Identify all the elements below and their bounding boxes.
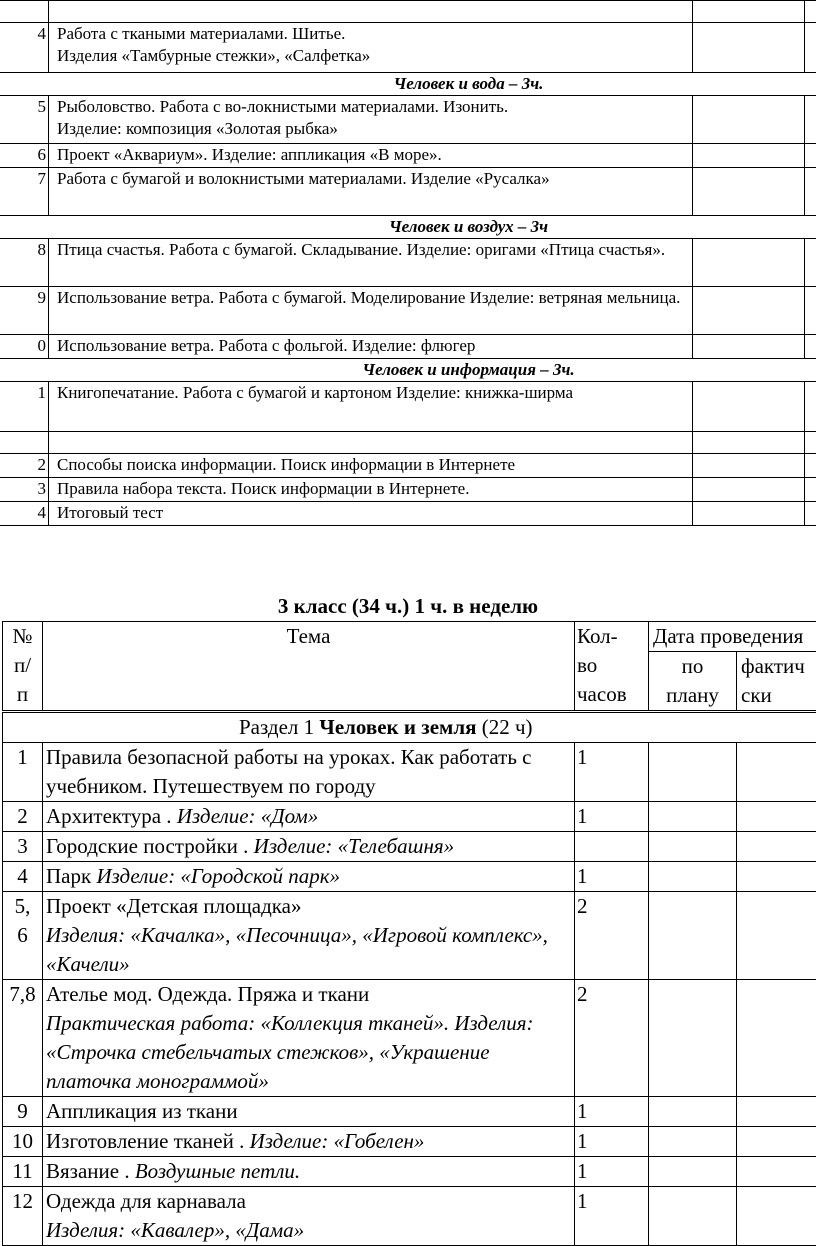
plan-date-cell xyxy=(649,802,737,832)
col-plan-header: по плану xyxy=(649,652,737,712)
lesson-number: 10 xyxy=(3,1127,43,1157)
lesson-number: 12 xyxy=(3,1187,43,1246)
lesson-product: Изделие: «Дом» xyxy=(177,804,318,828)
lesson-topic xyxy=(43,892,575,980)
plan-date-cell xyxy=(649,1187,737,1246)
lesson-topic: Правила набора текста. Поиск информации в Интернете. xyxy=(49,478,693,502)
lesson-product: Изделие: «Городской парк» xyxy=(96,864,340,888)
lesson-number: 4 xyxy=(0,502,49,526)
lesson-row xyxy=(0,23,816,73)
page-title: 3 класс (34 ч.) 1 ч. в неделю xyxy=(0,594,816,619)
fact-date-cell xyxy=(737,802,816,832)
lesson-topic xyxy=(43,1187,575,1246)
lesson-hours: 2 xyxy=(575,892,649,980)
date-cell xyxy=(693,1,805,23)
lesson-number: 9 xyxy=(0,287,49,335)
date-cell xyxy=(693,432,805,454)
lesson-topic xyxy=(43,862,575,892)
lesson-row xyxy=(0,335,816,359)
lesson-product: Изделие: «Гобелен» xyxy=(250,1129,425,1153)
lesson-topic xyxy=(49,432,693,454)
lesson-hours: 1 xyxy=(575,1187,649,1246)
date-cell xyxy=(693,335,805,359)
lesson-title: Проект «Детская площадка» xyxy=(46,894,301,918)
date-cell xyxy=(693,239,805,287)
lesson-title: Архитектура . xyxy=(46,804,177,828)
plan-date-cell xyxy=(649,1157,737,1187)
fact-date-cell xyxy=(737,1187,816,1246)
lesson-row xyxy=(0,144,816,168)
lesson-topic: Проект «Аквариум». Изделие: аппликация «В море». xyxy=(49,144,693,168)
lesson-topic xyxy=(49,1,693,23)
lesson-row xyxy=(3,1127,816,1157)
lesson-row xyxy=(3,1157,816,1187)
lesson-hours: 1 xyxy=(575,862,649,892)
col-fact-header: фактич ски xyxy=(737,652,816,712)
lesson-product: Изделия: «Качалка», «Песочница», «Игровой комплекс», «Качели» xyxy=(46,923,548,976)
lesson-topic xyxy=(43,1157,575,1187)
date-cell xyxy=(805,502,816,526)
col-date-header: Дата проведения xyxy=(649,622,816,652)
date-cell xyxy=(693,502,805,526)
lesson-row xyxy=(3,832,816,862)
fact-date-cell xyxy=(737,1127,816,1157)
lesson-row xyxy=(0,432,816,454)
lesson-number xyxy=(0,432,49,454)
lesson-number: 2 xyxy=(3,802,43,832)
lesson-number: 3 xyxy=(0,478,49,502)
lesson-title: Одежда для карнавала xyxy=(46,1189,246,1213)
lesson-title: Ателье мод. Одежда. Пряжа и ткани xyxy=(46,982,369,1006)
lesson-hours xyxy=(575,832,649,862)
fact-date-cell xyxy=(737,892,816,980)
fact-date-cell xyxy=(737,1157,816,1187)
col-num-header: № п/ п xyxy=(3,622,43,712)
plan-date-cell xyxy=(649,1097,737,1127)
lesson-row xyxy=(0,478,816,502)
previous-lessons-table xyxy=(0,0,816,526)
lesson-topic: Работа с ткаными материалами. Шитье. Изделия «Тамбурные стежки», «Салфетка» xyxy=(49,23,693,73)
section-title xyxy=(3,712,816,743)
fact-date-cell xyxy=(737,862,816,892)
lesson-title: Парк xyxy=(46,864,96,888)
lesson-hours: 1 xyxy=(575,1097,649,1127)
col-topic-header: Тема xyxy=(43,622,575,712)
lesson-topic xyxy=(43,802,575,832)
lesson-hours: 1 xyxy=(575,1157,649,1187)
date-cell xyxy=(805,144,816,168)
date-cell xyxy=(693,144,805,168)
lesson-row xyxy=(3,1097,816,1127)
section-name: Человек и земля xyxy=(319,715,476,739)
section-hours: (22 ч) xyxy=(476,715,532,739)
lesson-product: Практическая работа: «Коллекция тканей». Изделия: «Строчка стебельчатых стежков», «Украшение платочка монограммой» xyxy=(46,1011,534,1093)
lesson-hours: 1 xyxy=(575,743,649,802)
plan-date-cell xyxy=(649,1127,737,1157)
date-cell xyxy=(805,287,816,335)
date-cell xyxy=(693,382,805,432)
lesson-title: Правила безопасной работы на уроках. Как работать с учебником. Путешествуем по городу xyxy=(46,745,532,798)
section-heading-row xyxy=(0,73,816,96)
lesson-number: 4 xyxy=(0,23,49,73)
date-cell xyxy=(805,382,816,432)
lesson-hours: 1 xyxy=(575,1127,649,1157)
lesson-number: 5, 6 xyxy=(3,892,43,980)
date-cell xyxy=(693,478,805,502)
section-heading-row xyxy=(0,216,816,239)
lesson-title: Изготовление тканей . xyxy=(46,1129,250,1153)
lesson-row xyxy=(3,743,816,802)
grade3-plan-table xyxy=(2,621,816,1246)
plan-date-cell xyxy=(649,832,737,862)
section-heading-row xyxy=(0,359,816,382)
lesson-topic: Рыболовство. Работа с во-локнистыми материалами. Изонить. Изделие: композиция «Золотая рыбка» xyxy=(49,96,693,144)
lesson-topic xyxy=(43,1127,575,1157)
lesson-topic xyxy=(43,980,575,1097)
lesson-topic xyxy=(43,1097,575,1127)
lesson-row xyxy=(0,239,816,287)
lesson-row xyxy=(0,168,816,216)
lesson-row xyxy=(0,287,816,335)
plan-date-cell xyxy=(649,743,737,802)
section-heading: Человек и вода – 3ч. xyxy=(0,73,816,96)
date-cell xyxy=(805,1,816,23)
lesson-number: 8 xyxy=(0,239,49,287)
date-cell xyxy=(805,478,816,502)
lesson-product: Изделия: «Кавалер», «Дама» xyxy=(46,1218,304,1242)
section-prefix: Раздел 1 xyxy=(239,715,319,739)
lesson-number: 5 xyxy=(0,96,49,144)
lesson-hours: 1 xyxy=(575,802,649,832)
section-heading: Человек и информация – 3ч. xyxy=(0,359,816,382)
lesson-hours: 2 xyxy=(575,980,649,1097)
lesson-row xyxy=(3,980,816,1097)
lesson-number: 9 xyxy=(3,1097,43,1127)
lesson-row xyxy=(0,1,816,23)
date-cell xyxy=(805,239,816,287)
lesson-number: 0 xyxy=(0,335,49,359)
lesson-topic xyxy=(43,832,575,862)
lesson-title: Городские постройки . xyxy=(46,834,254,858)
lesson-number xyxy=(0,1,49,23)
plan-date-cell xyxy=(649,862,737,892)
lesson-number: 3 xyxy=(3,832,43,862)
lesson-number: 1 xyxy=(0,382,49,432)
date-cell xyxy=(805,168,816,216)
fact-date-cell xyxy=(737,980,816,1097)
fact-date-cell xyxy=(737,743,816,802)
lesson-title: Аппликация из ткани xyxy=(46,1099,238,1123)
lesson-number: 4 xyxy=(3,862,43,892)
lesson-row xyxy=(0,454,816,478)
date-cell xyxy=(693,96,805,144)
lesson-row xyxy=(3,1187,816,1246)
header-row xyxy=(3,622,816,652)
lesson-product: Изделие: «Телебашня» xyxy=(254,834,455,858)
lesson-row xyxy=(3,862,816,892)
lesson-topic xyxy=(43,743,575,802)
lesson-topic: Итоговый тест xyxy=(49,502,693,526)
plan-date-cell xyxy=(649,980,737,1097)
lesson-number: 7 xyxy=(0,168,49,216)
section-heading: Человек и воздух – 3ч xyxy=(0,216,816,239)
lesson-topic: Способы поиска информации. Поиск информации в Интернете xyxy=(49,454,693,478)
lesson-row xyxy=(0,382,816,432)
lesson-row xyxy=(0,96,816,144)
lesson-title: Вязание . xyxy=(46,1159,135,1183)
date-cell xyxy=(693,23,805,73)
lesson-row xyxy=(3,892,816,980)
lesson-number: 7,8 xyxy=(3,980,43,1097)
lesson-product: Воздушные петли. xyxy=(135,1159,300,1183)
lesson-row xyxy=(3,802,816,832)
lesson-number: 2 xyxy=(0,454,49,478)
lesson-topic: Птица счастья. Работа с бумагой. Складывание. Изделие: оригами «Птица счастья». xyxy=(49,239,693,287)
date-cell xyxy=(805,454,816,478)
lesson-number: 11 xyxy=(3,1157,43,1187)
lesson-row xyxy=(0,502,816,526)
fact-date-cell xyxy=(737,832,816,862)
section-row xyxy=(3,712,816,743)
date-cell xyxy=(805,23,816,73)
lesson-topic: Использование ветра. Работа с бумагой. Моделирование Изделие: ветряная мельница. xyxy=(49,287,693,335)
lesson-number: 1 xyxy=(3,743,43,802)
date-cell xyxy=(693,454,805,478)
col-hours-header: Кол- во часов xyxy=(575,622,649,712)
lesson-topic: Использование ветра. Работа с фольгой. Изделие: флюгер xyxy=(49,335,693,359)
lesson-topic: Книгопечатание. Работа с бумагой и картоном Изделие: книжка-ширма xyxy=(49,382,693,432)
date-cell xyxy=(805,96,816,144)
plan-date-cell xyxy=(649,892,737,980)
lesson-number: 6 xyxy=(0,144,49,168)
date-cell xyxy=(805,335,816,359)
fact-date-cell xyxy=(737,1097,816,1127)
lesson-topic: Работа с бумагой и волокнистыми материалами. Изделие «Русалка» xyxy=(49,168,693,216)
date-cell xyxy=(693,287,805,335)
date-cell xyxy=(805,432,816,454)
date-cell xyxy=(693,168,805,216)
